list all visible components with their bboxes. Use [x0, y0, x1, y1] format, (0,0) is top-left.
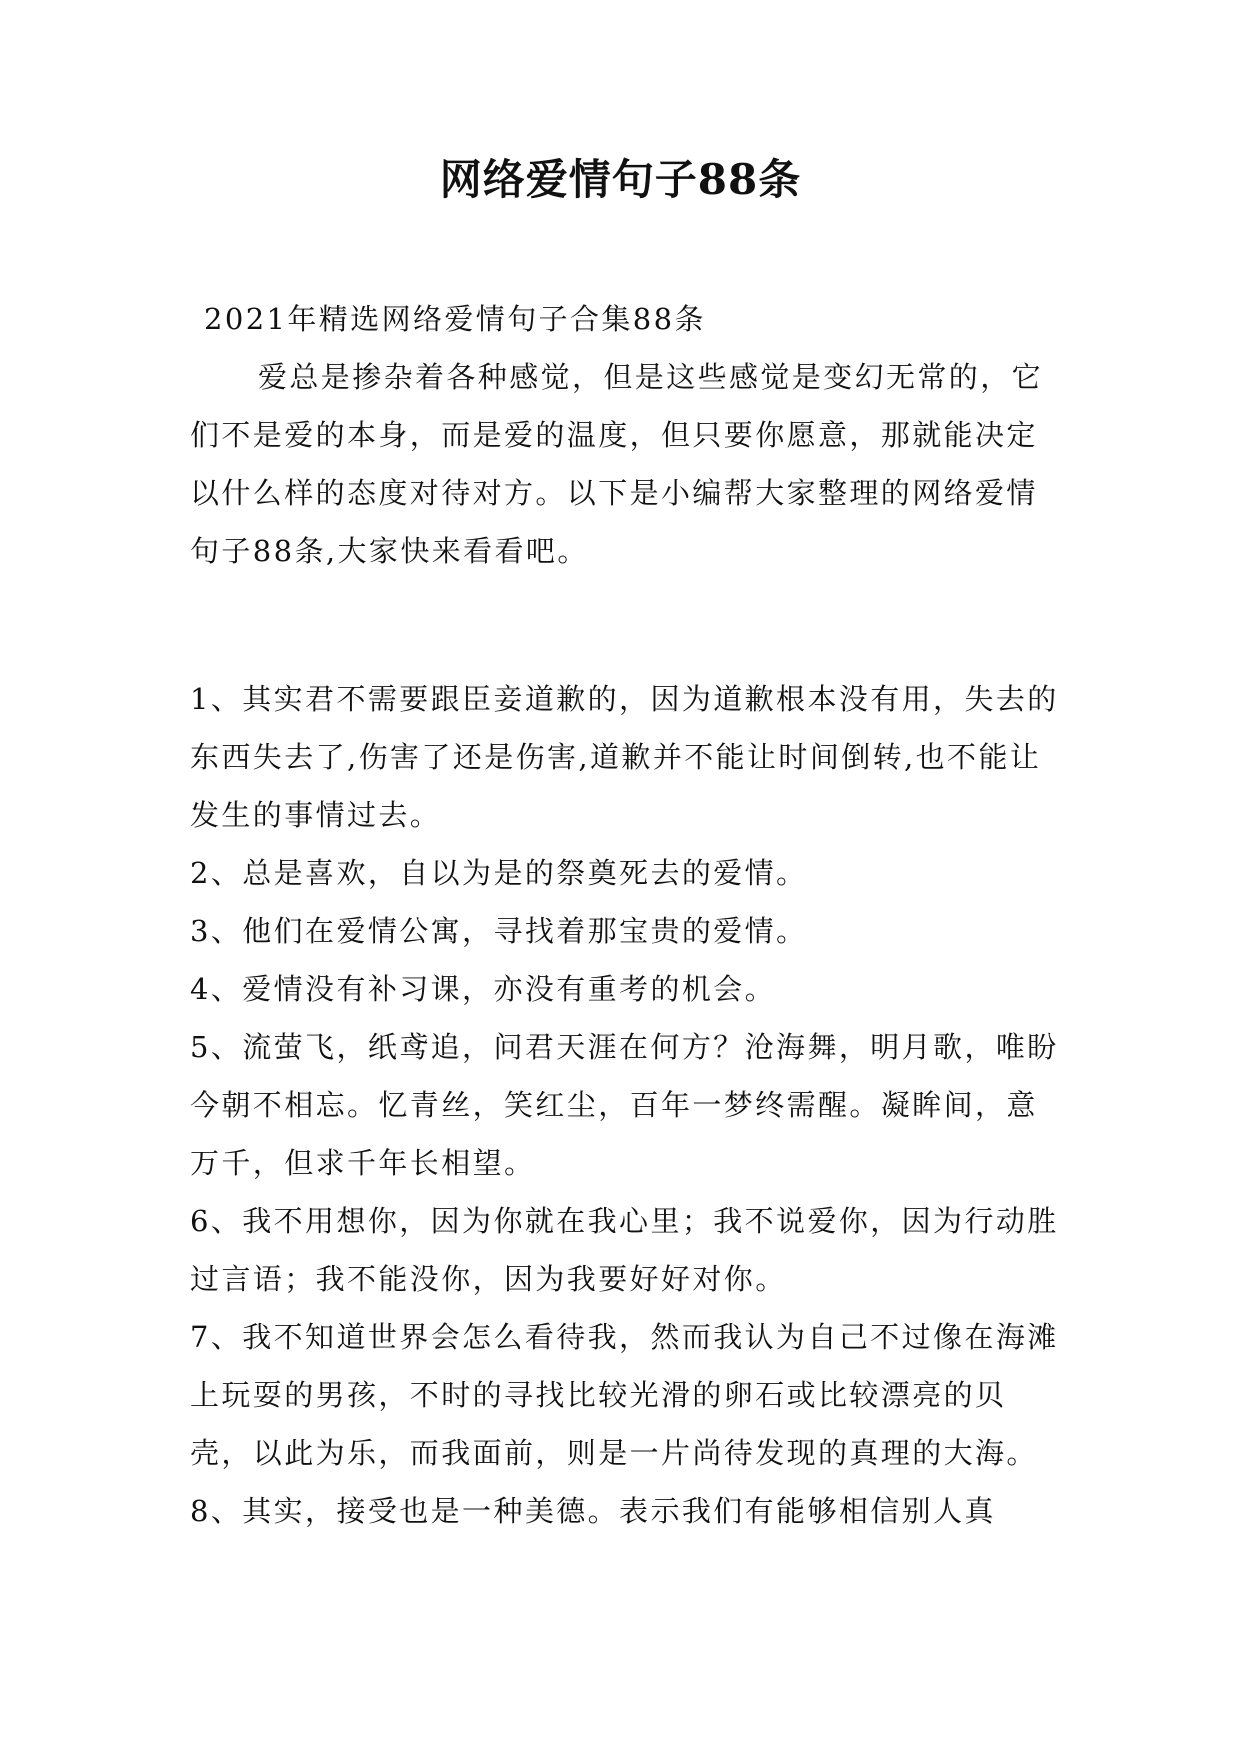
- intro-paragraph: 爱总是掺杂着各种感觉，但是这些感觉是变幻无常的，它们不是爱的本身，而是爱的温度，但只要你愿意，那就能决定以什么样的态度对待对方。以下是小编帮大家整理的网络爱情句子88条,大家快来看看吧。: [190, 360, 1044, 568]
- list-item: 6、我不用想你，因为你就在我心里；我不说爱你，因为行动胜过言语；我不能没你，因为我要好好对你。: [190, 1204, 1059, 1296]
- paragraph-spacer: [190, 580, 1060, 670]
- document-body: [190, 290, 1060, 1540]
- document-subtitle: 2021年精选网络爱情句子合集88条: [204, 302, 706, 336]
- list-item: 2、总是喜欢，自以为是的祭奠死去的爱情。: [190, 856, 808, 890]
- list-item: 8、其实，接受也是一种美德。表示我们有能够相信别人真: [190, 1494, 996, 1528]
- document-title: 网络爱情句子88条: [439, 155, 802, 204]
- list-item: 5、流萤飞，纸鸢追，问君天涯在何方？沧海舞，明月歌，唯盼今朝不相忘。忆青丝，笑红尘，百年一梦终需醒。凝眸间，意万千，但求千年长相望。: [190, 1030, 1059, 1180]
- list-item: 7、我不知道世界会怎么看待我，然而我认为自己不过像在海滩上玩耍的男孩，不时的寻找比较光滑的卵石或比较漂亮的贝壳，以此为乐，而我面前，则是一片尚待发现的真理的大海。: [190, 1320, 1059, 1470]
- list-item: 1、其实君不需要跟臣妾道歉的，因为道歉根本没有用，失去的东西失去了,伤害了还是伤害,道歉并不能让时间倒转,也不能让发生的事情过去。: [190, 682, 1059, 832]
- list-item: 4、爱情没有补习课，亦没有重考的机会。: [190, 972, 777, 1006]
- list-item: 3、他们在爱情公寓，寻找着那宝贵的爱情。: [190, 914, 808, 948]
